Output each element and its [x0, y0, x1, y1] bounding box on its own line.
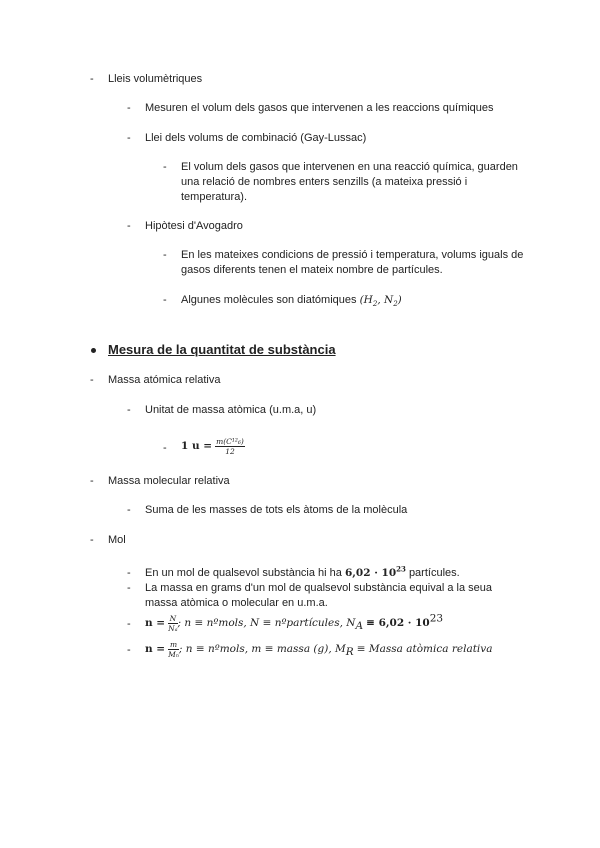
- list-dash: -: [127, 618, 131, 630]
- diatomiques-text: Algunes molècules son diatómiques: [181, 294, 357, 306]
- mol-title: Mol: [108, 534, 126, 546]
- gay-lussac-title: Llei dels volums de combinació (Gay-Lussac): [145, 132, 367, 144]
- list-dash: -: [163, 294, 167, 306]
- diatomiques-line: [181, 293, 402, 307]
- mol-formula-1: n = $\frac{N}{\text{Nₐ}}$ ; n ≡ nºmols, N ≡ nºpartícules, $N_A \equiv 6,02 \cdot 10^{23}$: [145, 612, 444, 633]
- bullet-icon: [91, 348, 96, 353]
- suma-text: Suma de les masses de tots els àtoms de la molècula: [145, 504, 408, 516]
- list-dash: -: [127, 102, 131, 114]
- massa-molecular-title: Massa molecular relativa: [108, 475, 230, 487]
- uma-formula: 1 u = $\frac{\text{m(C¹²₆)}}{12}$: [181, 436, 244, 456]
- list-dash: -: [163, 249, 167, 261]
- avogadro-line: En les mateixes condicions de pressió i temperatura, volums iguals de: [181, 249, 524, 261]
- list-dash: -: [90, 475, 94, 487]
- list-dash: -: [127, 404, 131, 416]
- list-dash: -: [127, 504, 131, 516]
- list-dash: -: [90, 534, 94, 546]
- section-heading: Mesura de la quantitat de substància: [108, 342, 336, 357]
- mol-formula-2: n = $\frac{m}{\text{Mₙ}}$ ; n ≡ nºmols, m ≡ massa (g), $M_R$ ≡ Massa atòmica relativa: [145, 639, 493, 659]
- mesuren-text: Mesuren el volum dels gasos que intervenen a les reaccions químiques: [145, 102, 494, 114]
- mol-item-2-line: massa atòmica o molecular en u.m.a.: [145, 597, 328, 609]
- mol-item-1: En un mol de qualsevol substància hi ha $6,02 \cdot 10^{23}$ partícules.: [145, 564, 460, 579]
- diatomiques-formula: ($H_2$, $N_2$): [359, 294, 402, 309]
- list-dash: -: [127, 567, 131, 579]
- gay-lussac-line: una relació de nombres enters senzills (a mateixa pressió i: [181, 176, 468, 188]
- list-dash: -: [163, 442, 167, 454]
- list-dash: -: [127, 644, 131, 656]
- massa-atomica-title: Massa atómica relativa: [108, 374, 221, 386]
- gay-lussac-line: temperatura).: [181, 191, 248, 203]
- avogadro-title: Hipòtesi d'Avogadro: [145, 220, 243, 232]
- mol-item-2-line: La massa en grams d'un mol de qualsevol substància equival a la seua: [145, 582, 492, 594]
- lleis-title: Lleis volumètriques: [108, 73, 203, 85]
- list-dash: -: [90, 73, 94, 85]
- list-dash: -: [127, 132, 131, 144]
- list-dash: -: [127, 582, 131, 594]
- list-dash: -: [127, 220, 131, 232]
- gay-lussac-line: El volum dels gasos que intervenen en una reacció química, guarden: [181, 161, 518, 173]
- unitat-text: Unitat de massa atòmica (u.m.a, u): [145, 404, 317, 416]
- list-dash: -: [163, 161, 167, 173]
- list-dash: -: [90, 374, 94, 386]
- avogadro-line: gasos diferents tenen el mateix nombre de partícules.: [181, 264, 443, 276]
